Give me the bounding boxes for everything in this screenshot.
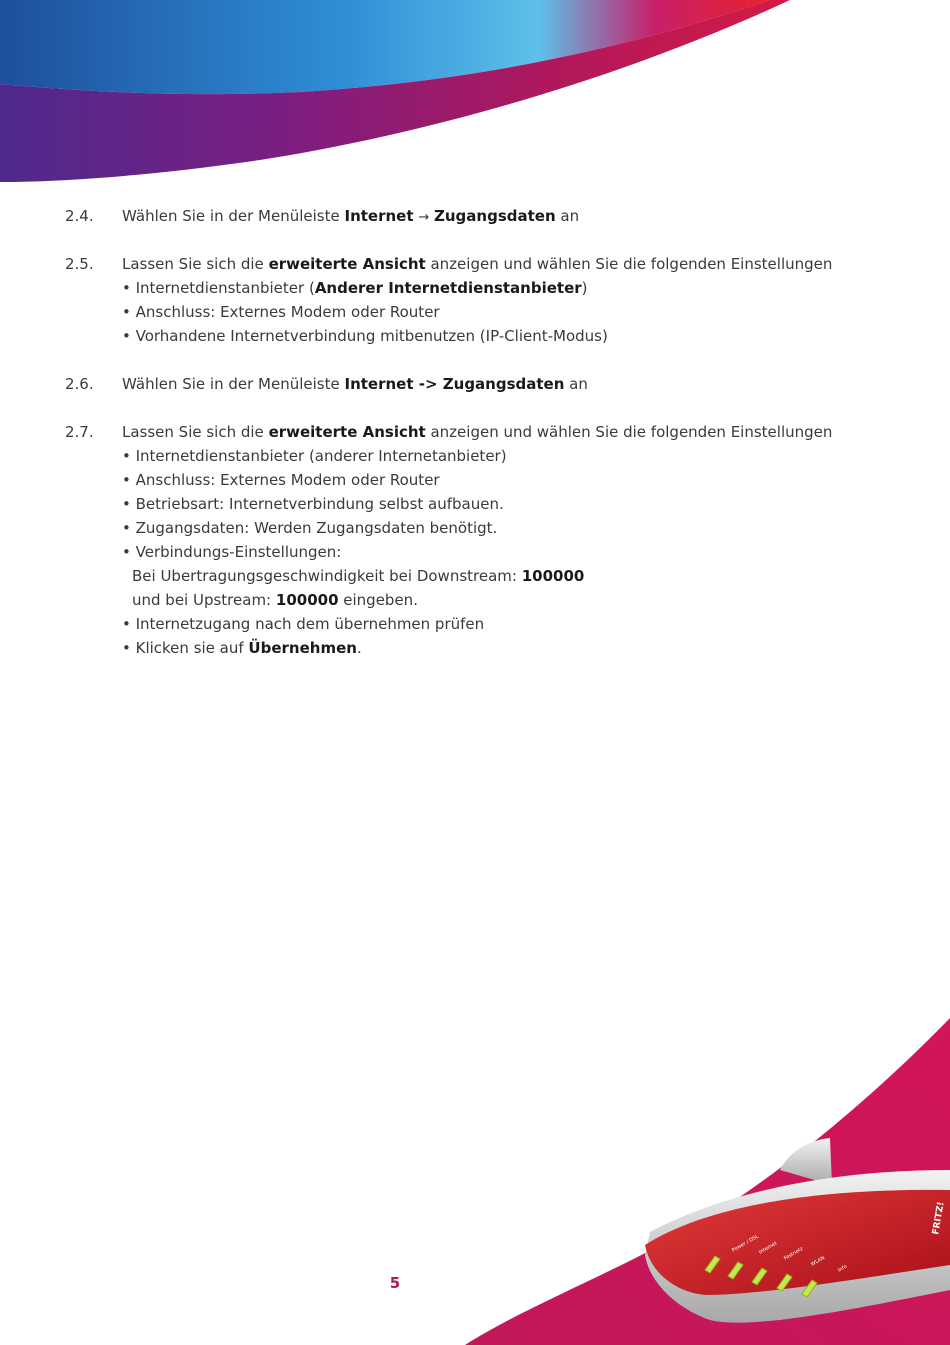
bullet-item: • Internetzugang nach dem übernehmen prüfen (122, 615, 485, 633)
svg-text:Info: Info (837, 1263, 849, 1274)
step-text-post: an (564, 375, 588, 393)
step-number: 2.4. (65, 207, 94, 225)
upstream-value: 100000 (275, 591, 339, 609)
bullet-bold: Anderer Internetdienstanbieter (314, 279, 582, 297)
bullet-item: • Internetdienstanbieter (anderer Internetanbieter) (122, 447, 507, 465)
step-text-pre: Lassen Sie sich die (122, 423, 269, 441)
bullet-item: • Anschluss: Externes Modem oder Router (122, 471, 440, 489)
bullet-item (122, 276, 608, 300)
svg-text:Festnetz: Festnetz (783, 1245, 805, 1262)
bullet-item: • Betriebsart: Internetverbindung selbst aufbauen. (122, 495, 504, 513)
menu-internet: Internet (344, 207, 414, 225)
arrow-icon: → (418, 210, 430, 225)
step-text (122, 372, 588, 396)
step-2-7-bullets (122, 444, 584, 660)
svg-text:Power / DSL: Power / DSL (731, 1233, 760, 1254)
bullet-item (122, 636, 584, 660)
bullet-subline (122, 564, 584, 588)
menu-path: Internet -> Zugangsdaten (344, 375, 565, 393)
bullet-text: • Klicken sie auf (122, 639, 249, 657)
bullet-text: Bei Ubertragungsgeschwindigkeit bei Downstream: (132, 567, 522, 585)
menu-zugangsdaten: Zugangsdaten (434, 207, 556, 225)
step-2-5-bullets (122, 276, 608, 348)
step-text-post: anzeigen und wählen Sie die folgenden Einstellungen (425, 423, 833, 441)
step-text-post: an (555, 207, 580, 225)
step-text-bold: erweiterte Ansicht (268, 423, 426, 441)
bullet-text: . (356, 639, 362, 657)
step-text (122, 204, 579, 230)
step-number: 2.7. (65, 423, 94, 441)
downstream-value: 100000 (521, 567, 585, 585)
header-wave-decoration (0, 0, 950, 185)
svg-text:Internet: Internet (758, 1240, 779, 1256)
step-text-pre: Wählen Sie in der Menüleiste (122, 375, 345, 393)
svg-text:WLAN: WLAN (810, 1255, 827, 1268)
bullet-text: ) (581, 279, 588, 297)
step-text (122, 252, 832, 276)
step-text-bold: erweiterte Ansicht (268, 255, 426, 273)
router-corner-decoration (450, 1010, 950, 1345)
step-number: 2.5. (65, 255, 94, 273)
bullet-item: • Anschluss: Externes Modem oder Router (122, 303, 440, 321)
step-text-pre: Wählen Sie in der Menüleiste (122, 207, 345, 225)
bullet-item: • Vorhandene Internetverbindung mitbenutzen (IP-Client-Modus) (122, 327, 608, 345)
bullet-bold: Übernehmen (248, 639, 357, 657)
bullet-text: und bei Upstream: (132, 591, 276, 609)
bullet-item: • Verbindungs-Einstellungen: (122, 543, 342, 561)
step-number: 2.6. (65, 375, 94, 393)
bullet-text: eingeben. (338, 591, 418, 609)
svg-text:FRITZ!: FRITZ! (931, 1201, 947, 1236)
bullet-item: • Zugangsdaten: Werden Zugangsdaten benötigt. (122, 519, 498, 537)
bullet-subline (122, 588, 584, 612)
step-text (122, 420, 832, 444)
page-number: 5 (389, 1274, 401, 1292)
step-text-post: anzeigen und wählen Sie die folgenden Einstellungen (425, 255, 833, 273)
bullet-text: • Internetdienstanbieter ( (122, 279, 315, 297)
step-text-pre: Lassen Sie sich die (122, 255, 269, 273)
